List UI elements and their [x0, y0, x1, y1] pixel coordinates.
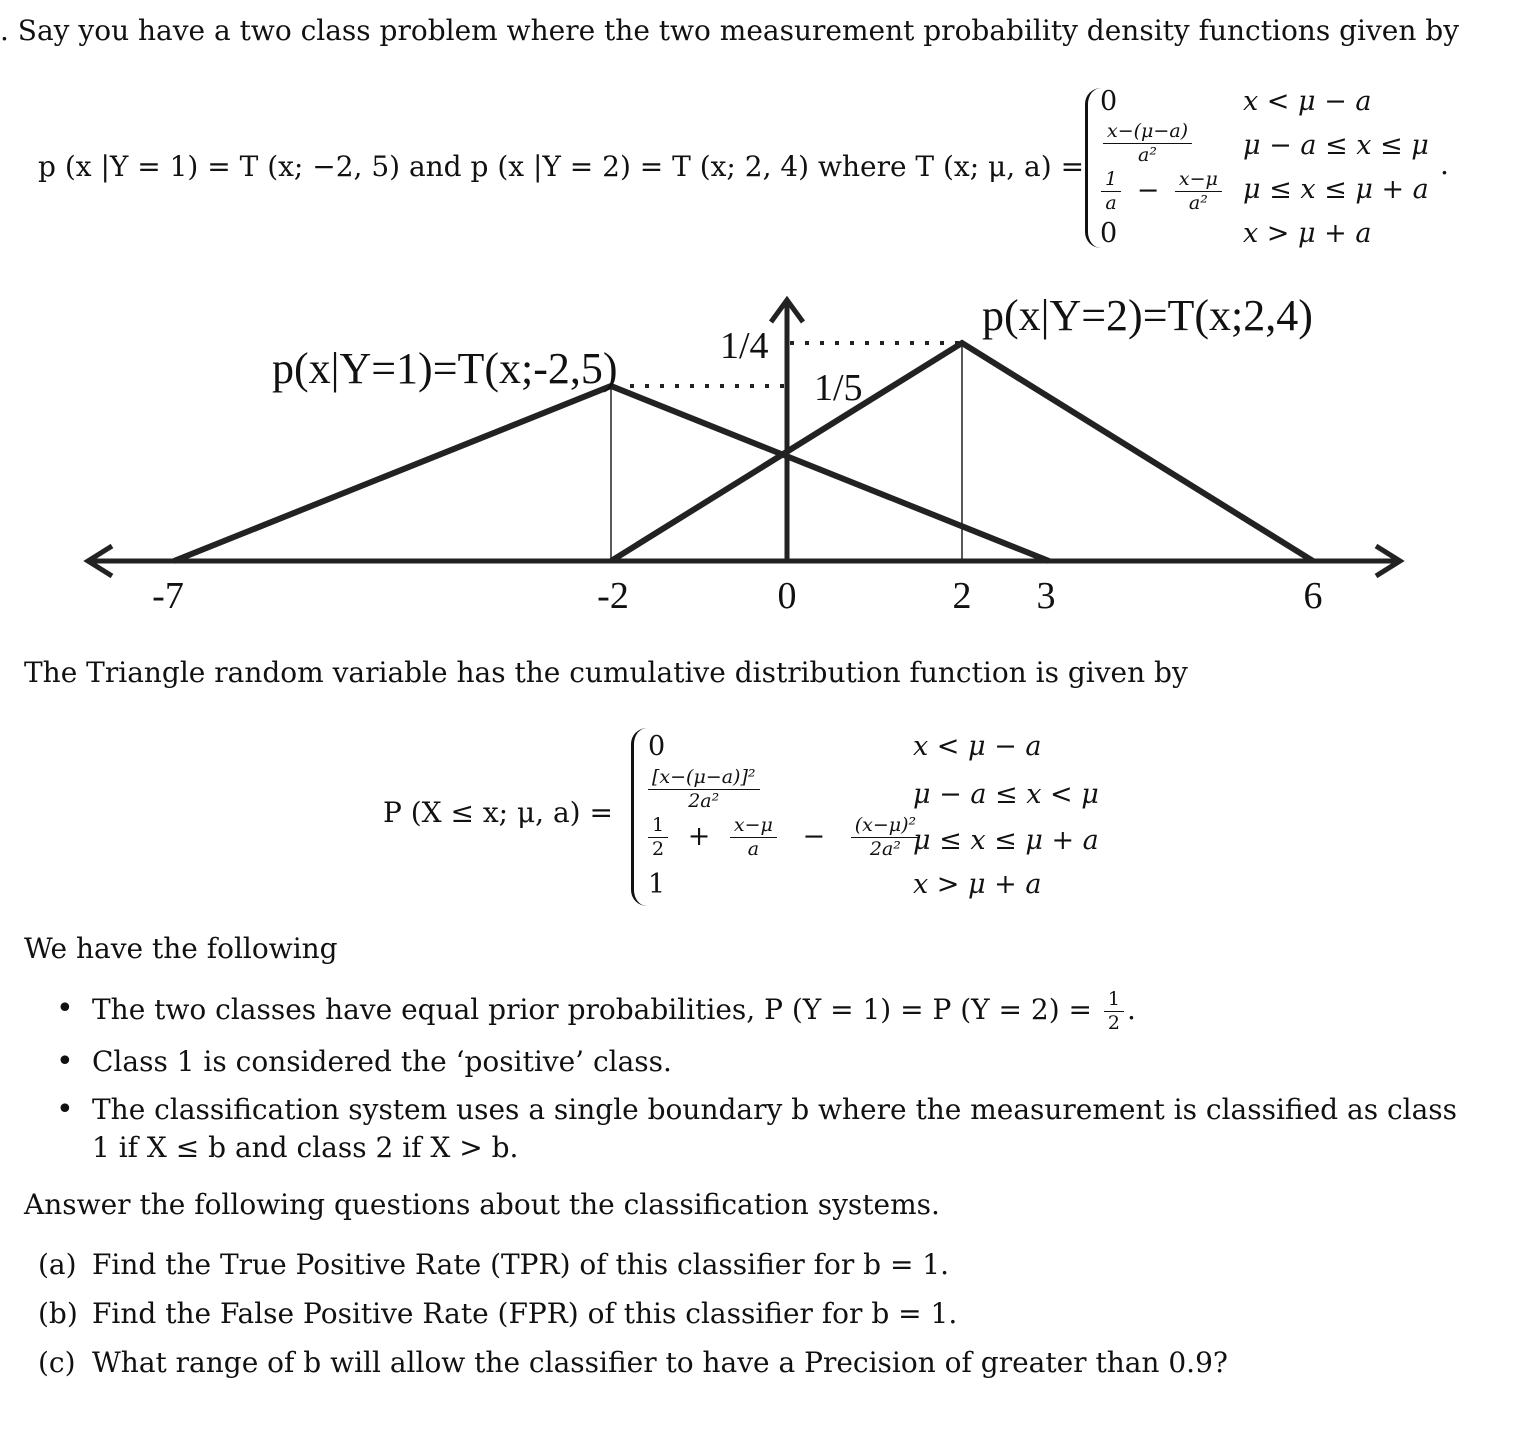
question-c-label: (c) [38, 1346, 76, 1379]
pdf-case-2-cond: μ − a ≤ x ≤ μ [1243, 130, 1429, 161]
bullet-priors: • The two classes have equal prior probabilities, P (Y = 1) = P (Y = 2) = $\frac{1}{2}$ . [56, 990, 1482, 1033]
tick-label-2: 2 [952, 575, 972, 617]
question-c [38, 1346, 1228, 1379]
tick-label-neg7: -7 [152, 575, 184, 617]
label-y1: p(x|Y=1)=T(x;-2,5) [272, 344, 618, 393]
tick-label-3: 3 [1036, 575, 1056, 617]
cdf-case-4-expr: 1 [648, 869, 666, 900]
pdf-case-3-cond: μ ≤ x ≤ μ + a [1243, 174, 1429, 205]
cdf-lhs: P (X ≤ x; μ, a) = [383, 796, 613, 829]
tick-label-0: 0 [777, 575, 797, 617]
triangle-pdf-figure [0, 270, 1528, 630]
cdf-case-3-expr: $\frac{1}{2}$ + $\frac{x-\mu}{a}$ − $\frac{\text{(x−μ)²}}{\text{2a²}}$ [645, 816, 923, 859]
pdf-case-4-cond: x > μ + a [1243, 218, 1372, 249]
question-b-text: Find the False Positive Rate (FPR) of this classifier for b = 1. [92, 1297, 958, 1330]
question-a [38, 1248, 949, 1281]
pdf-trailing-period: . [1440, 148, 1449, 181]
answer-intro: Answer the following questions about the classification systems. [24, 1188, 940, 1221]
question-a-label: (a) [38, 1248, 77, 1281]
question-a-text: Find the True Positive Rate (TPR) of this classifier for b = 1. [92, 1248, 950, 1281]
bullet-boundary: • The classification system uses a single boundary b where the measurement is classified as class 1 if X ≤ b and class 2 if X > b. [56, 1091, 1482, 1167]
question-b-label: (b) [38, 1297, 78, 1330]
bullet-positive-class: • Class 1 is considered the ‘positive’ class. [56, 1043, 1482, 1081]
question-b [38, 1297, 957, 1330]
tick-label-neg2: -2 [597, 575, 629, 617]
pdf-case-2-expr: $\frac{x-(\mu-a)}{\text{a²}}$ [1100, 122, 1195, 165]
cdf-case-2-cond: μ − a ≤ x < μ [913, 779, 1099, 810]
cdf-case-1-cond: x < μ − a [913, 731, 1042, 762]
cdf-case-3-cond: μ ≤ x ≤ μ + a [913, 825, 1099, 856]
label-y2: p(x|Y=2)=T(x;2,4) [982, 291, 1313, 340]
question-c-text: What range of b will allow the classifier to have a Precision of greater than 0.9? [92, 1346, 1228, 1379]
pdf-lhs: p (x |Y = 1) = T (x; −2, 5) and p (x |Y = 2) = T (x; 2, 4) where T (x; μ, a) = [38, 150, 1085, 183]
following-text: We have the following [24, 932, 338, 965]
cdf-intro: The Triangle random variable has the cumulative distribution function is given by [24, 656, 1188, 689]
pdf-case-4-expr: 0 [1100, 218, 1118, 249]
tick-label-6: 6 [1303, 575, 1323, 617]
pdf-case-1-expr: 0 [1100, 86, 1118, 117]
peak-label-1-4: 1/4 [720, 325, 769, 367]
assumption-list [56, 990, 1482, 1177]
peak-label-1-5: 1/5 [814, 367, 863, 409]
intro-text: . Say you have a two class problem where the two measurement probability density functions given by [0, 14, 1460, 47]
pdf-case-1-cond: x < μ − a [1243, 86, 1372, 117]
cdf-case-2-expr: $\frac{\text{[x−(μ−a)]²}}{\text{2a²}}$ [645, 768, 763, 811]
cdf-case-1-expr: 0 [648, 731, 666, 762]
cdf-case-4-cond: x > μ + a [913, 869, 1042, 900]
pdf-case-3-expr: $\frac{1}{a}$ − $\frac{x-\mu}{\text{a²}}$ [1098, 170, 1225, 213]
